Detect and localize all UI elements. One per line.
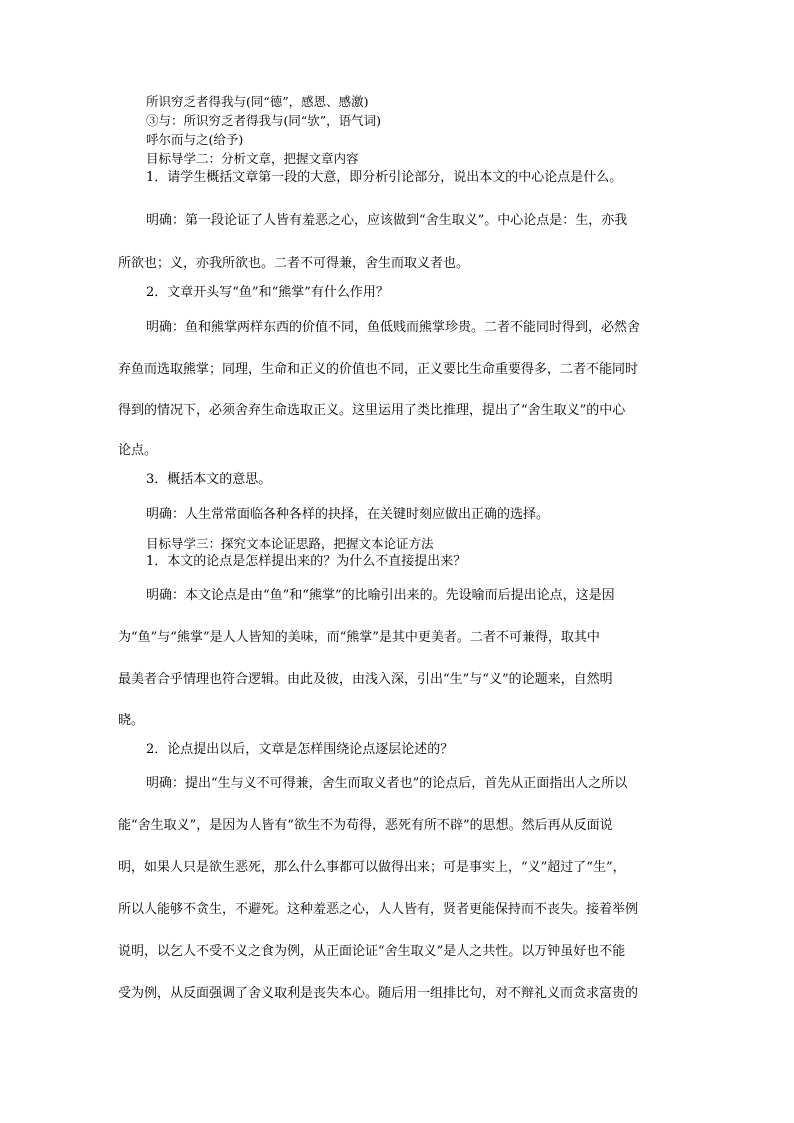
text-line: 呼尔而与之(给予) [146,132,244,147]
question: 1．本文的论点是怎样提出来的？为什么不直接提出来？ [146,554,467,569]
question: 3．概括本文的意思。 [146,472,272,487]
answer-line: 明，如果人只是欲生恶死，那么什么事都可以做得出来；可是事实上，“义”超过了“生”， [118,860,626,875]
answer-line: 能“舍生取义”，是因为人皆有“欲生不为苟得，恶死有所不辟”的思想。然后再从反面说 [118,818,613,833]
answer-line: 得到的情况下，必须舍弃生命选取正义。这里运用了类比推理，提出了“舍生取义”的中心 [118,403,626,418]
answer-line: 晓。 [118,713,145,728]
question: 2．文章开头写“鱼”和“熊掌”有什么作用？ [146,285,389,300]
answer-line: 为“鱼”与“熊掌”是人人皆知的美味，而“熊掌”是其中更美者。二者不可兼得，取其中 [118,630,600,645]
question: 2．论点提出以后，文章是怎样围绕论点逐层论述的？ [146,742,454,757]
text-line: 所识穷乏者得我与(同“德”，感恩、感激) [146,94,369,109]
answer-line: 论点。 [118,443,158,458]
question: 1．请学生概括文章第一段的大意，即分析引论部分，说出本文的中心论点是什么。 [146,170,623,185]
answer-line: 明确：人生常常面临各种各样的抉择，在关键时刻应做出正确的选择。 [146,507,550,522]
answer-line: 明确：本文论点是由“鱼”和“熊掌”的比喻引出来的。先设喻而后提出论点，这是因 [146,588,615,603]
answer-line: 说明，以乞人不受不义之食为例，从正面论证“舍生取义”是人之共性。以万钟虽好也不能 [118,944,626,959]
answer-line: 明确：提出“生与义不可得兼，舍生而取义者也”的论点后，首先从正面指出人之所以 [146,776,628,791]
answer-line: 受为例，从反面强调了舍义取利是丧失本心。随后用一组排比句，对不辩礼义而贪求富贵的 [118,986,639,1001]
answer-line: 明确：第一段论证了人皆有羞恶之心，应该做到“舍生取义”。中心论点是：生，亦我 [146,213,628,228]
section-heading: 目标导学三：探究文本论证思路，把握文本论证方法 [146,536,434,551]
answer-line: 所欲也；义，亦我所欲也。二者不可得兼，舍生而取义者也。 [118,256,470,271]
answer-line: 所以人能够不贪生，不避死。这种羞恶之心，人人皆有，贤者更能保持而不丧失。接着举例 [118,902,639,917]
section-heading: 目标导学二：分析文章，把握文章内容 [146,151,359,166]
answer-line: 明确：鱼和熊掌两样东西的价值不同，鱼低贱而熊掌珍贵。二者不能同时得到，必然舍 [146,320,641,335]
answer-line: 最美者合乎情理也符合逻辑。由此及彼，由浅入深，引出“生”与“义”的论题来，自然明 [118,672,613,687]
answer-line: 弃鱼而选取熊掌；同理，生命和正义的价值也不同，正义要比生命重要得多，二者不能同时 [118,362,639,377]
text-line: ③与：所识穷乏者得我与(同“欤”，语气词) [146,113,382,128]
